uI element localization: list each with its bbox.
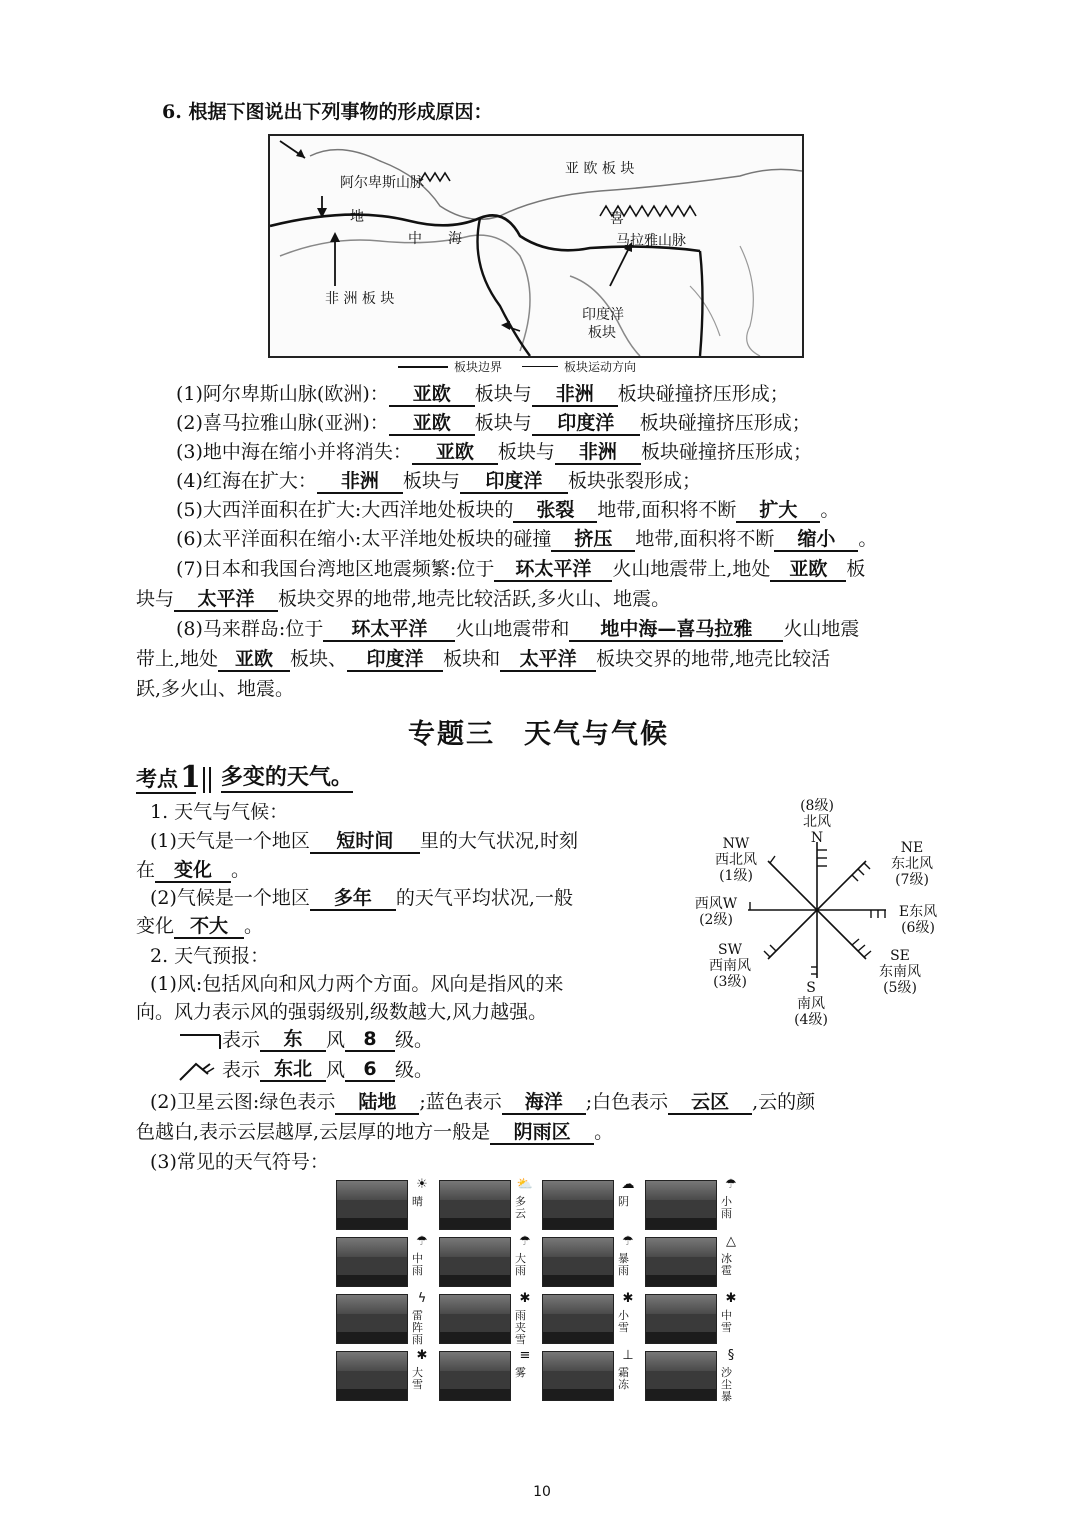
answer: 太平洋 (500, 648, 596, 672)
weather-symbol-name: 大雨 (515, 1252, 526, 1277)
text: 板块与 (402, 470, 460, 492)
weather-photo (439, 1180, 511, 1230)
answer: 8 (345, 1028, 395, 1052)
legend-direction-label: 板块运动方向 (564, 360, 637, 374)
text: 板块与 (497, 441, 555, 463)
weather-symbol-name: 霜冻 (618, 1366, 629, 1391)
text: 西南风 (709, 958, 751, 974)
answer: 印度洋 (347, 648, 443, 672)
text: 在 (136, 859, 156, 881)
legend-boundary-line (398, 366, 448, 368)
text: 里的大气状况,时刻 (419, 830, 578, 852)
s1-heading: 1. 天气与气候： (150, 801, 289, 823)
text: 地带,面积将不断 (597, 499, 737, 521)
text: 的天气平均状况,一般 (395, 887, 573, 909)
weather-symbol-icon: ✱ (622, 1291, 634, 1306)
q6-item-5 (176, 498, 839, 523)
weather-symbol-icon: § (727, 1348, 735, 1363)
text: (6级) (901, 920, 935, 936)
s1-line3 (150, 886, 573, 911)
weather-photo (542, 1237, 614, 1287)
weather-symbol-icon: ⛅ (516, 1177, 534, 1192)
question-title: 6. 根据下图说出下列事物的形成原因： (162, 101, 493, 123)
map-label-hai: 海 (448, 231, 462, 247)
weather-symbol-icon: ✱ (519, 1291, 531, 1306)
q6-item-7-line1 (176, 557, 865, 582)
answer: 扩大 (736, 499, 820, 523)
answer: 亚欧 (389, 383, 475, 407)
answer: 缩小 (774, 528, 858, 552)
weather-symbol-icon: ☀ (416, 1177, 428, 1192)
text: 板块与 (474, 412, 532, 434)
answer: 亚欧 (389, 412, 475, 436)
weather-photo (336, 1180, 408, 1230)
weather-symbol-item (334, 1233, 437, 1290)
text: 板 (846, 558, 866, 580)
text: 变化 (136, 915, 175, 937)
answer: 非洲 (317, 470, 403, 494)
text: SW (718, 942, 742, 958)
text: 。 (594, 1121, 614, 1143)
text: 板块张裂形成； (567, 470, 701, 492)
answer: 非洲 (532, 383, 618, 407)
weather-symbol-icon: ☂ (416, 1234, 428, 1249)
weather-photo (645, 1351, 717, 1401)
weather-symbol-icon: ✱ (416, 1348, 428, 1363)
rose-label-south (786, 980, 836, 1028)
text: (2)喜马拉雅山脉(亚洲)： (176, 412, 389, 434)
rose-label-east (888, 904, 948, 936)
weather-symbol-item (437, 1290, 540, 1347)
weather-symbol-name: 小雨 (721, 1195, 732, 1220)
text: 板块碰撞挤压形成； (640, 441, 812, 463)
map-label-alps: 阿尔卑斯山脉 (340, 175, 424, 191)
text: (8)马来群岛:位于 (176, 618, 324, 640)
text: 板块碰撞挤压形成； (617, 383, 789, 405)
answer: 6 (345, 1058, 395, 1082)
q6-item-2 (176, 411, 811, 436)
text: (2级) (699, 912, 733, 928)
text: ;白色表示 (585, 1091, 669, 1113)
kaodian-underline (136, 792, 196, 794)
weather-photo (439, 1294, 511, 1344)
answer: 东 (260, 1028, 326, 1052)
weather-symbol-icon: ϟ (417, 1291, 427, 1306)
rose-label-southwest (700, 942, 760, 990)
weather-photo (336, 1294, 408, 1344)
text: 板块交界的地带,地壳比较活 (596, 648, 831, 670)
s1-line1 (150, 829, 578, 854)
rose-label-northwest (706, 836, 766, 884)
rose-label-northeast (880, 840, 944, 888)
text: 风 (326, 1029, 346, 1051)
map-label-india: 印度洋 (582, 307, 624, 323)
weather-symbol-name: 大雪 (412, 1366, 423, 1391)
answer: 东北 (260, 1058, 326, 1082)
text: S (806, 980, 816, 996)
answer: 多年 (310, 887, 396, 911)
weather-symbol-name: 雨夹雪 (515, 1309, 526, 1346)
weather-symbol-item (437, 1347, 540, 1404)
q6-item-3 (176, 440, 812, 465)
text: NE (900, 840, 924, 856)
s2-wind-line1: (1)风:包括风向和风力两个方面。风向是指风的来 (150, 973, 564, 995)
weather-symbol-item (334, 1347, 437, 1404)
weather-symbol-name: 多云 (515, 1195, 526, 1220)
text: 。 (244, 915, 264, 937)
answer: 云区 (668, 1091, 752, 1115)
weather-symbol-name: 雷阵雨 (412, 1309, 423, 1346)
text: 色越白,表示云层越厚,云层厚的地方一般是 (136, 1121, 491, 1143)
weather-symbol-name: 晴 (412, 1195, 423, 1208)
text: 地带,面积将不断 (635, 528, 775, 550)
weather-symbols-grid (334, 1176, 746, 1404)
text: (2)卫星云图:绿色表示 (150, 1091, 336, 1113)
answer: 阴雨区 (490, 1121, 594, 1145)
map-label-di: 地 (350, 209, 364, 225)
text: (1)阿尔卑斯山脉(欧洲)： (176, 383, 389, 405)
weather-symbol-item (643, 1290, 746, 1347)
weather-symbol-name: 雾 (515, 1366, 526, 1379)
text: (2)气候是一个地区 (150, 887, 310, 909)
text: 带上,地处 (136, 648, 219, 670)
satellite-line1 (150, 1090, 815, 1115)
answer: 海洋 (502, 1091, 586, 1115)
weather-photo (542, 1294, 614, 1344)
text: (1级) (719, 868, 753, 884)
weather-symbol-icon: ≡ (519, 1348, 531, 1363)
northeast-wind-symbol-icon (178, 1058, 222, 1082)
answer: 亚欧 (218, 648, 290, 672)
text: 南风 (797, 996, 825, 1012)
page-number: 10 (533, 1484, 551, 1500)
weather-photo (439, 1237, 511, 1287)
wind-rose (680, 798, 950, 1030)
answer: 印度洋 (460, 470, 568, 494)
text: (7级) (895, 872, 929, 888)
q6-item-1 (176, 382, 789, 407)
answer: 陆地 (335, 1091, 419, 1115)
text: (5)大西洋面积在扩大:大西洋地处板块的 (176, 499, 514, 521)
q6-item-8-line2 (136, 647, 830, 672)
text: 板块与 (474, 383, 532, 405)
kaodian-title: 多变的天气。 (221, 760, 353, 793)
weather-photo (439, 1351, 511, 1401)
text: (7)日本和我国台湾地区地震频繁:位于 (176, 558, 495, 580)
text: 东北风 (891, 856, 933, 872)
text: ;蓝色表示 (419, 1091, 502, 1113)
text: 板块碰撞挤压形成； (639, 412, 811, 434)
weather-photo (645, 1237, 717, 1287)
text: 北风 (803, 814, 831, 830)
plate-map-drawing (270, 136, 802, 356)
weather-symbol-icon: ☁ (621, 1177, 635, 1192)
weather-photo (645, 1180, 717, 1230)
text: (6)太平洋面积在缩小:太平洋地处板块的碰撞 (176, 528, 552, 550)
q6-item-8-line3: 跃,多火山、地震。 (136, 678, 295, 700)
text: 板块、 (290, 648, 348, 670)
weather-symbol-item (437, 1176, 540, 1233)
weather-symbol-name: 中雨 (412, 1252, 423, 1277)
map-label-africa: 非 洲 板 块 (325, 291, 395, 307)
weather-photo (542, 1351, 614, 1401)
weather-symbol-name: 阴 (618, 1195, 629, 1208)
weather-symbol-icon: ☂ (519, 1234, 531, 1249)
weather-symbol-item (437, 1233, 540, 1290)
text: 风 (326, 1059, 346, 1081)
answer: 不大 (174, 915, 244, 939)
q6-item-8-line1 (176, 617, 859, 642)
answer: 挤压 (551, 528, 635, 552)
rose-label-southeast (868, 948, 932, 996)
text: SE (890, 948, 910, 964)
legend-direction-line (522, 366, 558, 367)
answer: 张裂 (513, 499, 597, 523)
text: 。 (231, 859, 251, 881)
text: 板块交界的地带,地壳比较活跃,多火山、地震。 (278, 588, 671, 610)
rose-label-west (686, 896, 746, 928)
rose-label-north (792, 798, 842, 846)
weather-symbol-name: 冰雹 (721, 1252, 732, 1277)
legend-boundary-label: 板块边界 (454, 360, 503, 374)
text: 表示 (222, 1059, 261, 1081)
weather-symbol-item (643, 1347, 746, 1404)
map-label-eurasia: 亚 欧 板 块 (565, 161, 635, 177)
text: 西风W (694, 896, 738, 912)
plate-map (268, 134, 804, 358)
weather-symbol-item (540, 1290, 643, 1347)
answer: 环太平洋 (494, 558, 612, 582)
text: (3级) (713, 974, 747, 990)
weather-symbol-icon: ✱ (725, 1291, 737, 1306)
weather-symbol-name: 中雪 (721, 1309, 732, 1334)
weather-symbol-item (540, 1233, 643, 1290)
s2-wind-line2: 向。风力表示风的强弱级别,级数越大,风力越强。 (136, 1001, 548, 1023)
weather-symbol-name: 沙尘暴 (721, 1366, 732, 1403)
text: (5级) (883, 980, 917, 996)
weather-symbol-item (540, 1347, 643, 1404)
text: 块与 (136, 588, 175, 610)
text: 板块和 (443, 648, 501, 670)
text: ,云的颜 (752, 1091, 816, 1113)
s2-heading: 2. 天气预报： (150, 945, 270, 967)
kaodian-heading (136, 760, 353, 793)
kaodian-label: 考点 (136, 767, 178, 791)
s1-line2 (136, 858, 250, 883)
wind-example-1 (178, 1028, 433, 1052)
weather-symbol-name: 小雪 (618, 1309, 629, 1334)
section-title: 专题三 天气与气候 (408, 719, 669, 750)
q6-item-6 (176, 527, 877, 552)
answer: 非洲 (555, 441, 641, 465)
s1-line4 (136, 914, 263, 939)
kaodian-divider (203, 767, 211, 793)
text: (1)天气是一个地区 (150, 830, 310, 852)
q6-item-4 (176, 469, 701, 494)
weather-symbol-name: 暴雨 (618, 1252, 629, 1277)
text: (8级) (800, 798, 834, 814)
text: NW (722, 836, 750, 852)
answer: 亚欧 (770, 558, 846, 582)
text: 。 (858, 528, 878, 550)
text: 西北风 (715, 852, 757, 868)
weather-photo (542, 1180, 614, 1230)
kaodian-number: 1 (180, 760, 201, 795)
weather-symbol-item (643, 1233, 746, 1290)
weather-photo (336, 1351, 408, 1401)
answer: 太平洋 (174, 588, 278, 612)
weather-symbol-item (643, 1176, 746, 1233)
answer: 变化 (155, 859, 231, 883)
text: 级。 (395, 1029, 434, 1051)
answer: 短时间 (310, 830, 420, 854)
weather-symbol-item (334, 1290, 437, 1347)
text: 东南风 (879, 964, 921, 980)
wind-example-2 (178, 1058, 433, 1082)
text: 级。 (395, 1059, 434, 1081)
map-legend (398, 358, 636, 375)
weather-symbol-icon: △ (726, 1234, 736, 1249)
weather-symbol-icon: ⊥ (622, 1348, 634, 1363)
q6-item-7-line2 (136, 587, 670, 612)
map-label-himalaya: 马拉雅山脉 (616, 233, 686, 249)
text: 火山地震带上,地处 (612, 558, 771, 580)
symbols-heading: (3)常见的天气符号： (150, 1151, 329, 1173)
text: 火山地震带和 (455, 618, 570, 640)
text: (3)地中海在缩小并将消失： (176, 441, 412, 463)
weather-symbol-icon: ☂ (725, 1177, 737, 1192)
weather-symbol-item (334, 1176, 437, 1233)
text: (4级) (794, 1012, 828, 1028)
weather-photo (645, 1294, 717, 1344)
text: 。 (820, 499, 840, 521)
weather-symbol-item (540, 1176, 643, 1233)
text: E东风 (898, 904, 938, 920)
map-label-xi: 喜 (610, 211, 624, 227)
text: (4)红海在扩大： (176, 470, 317, 492)
weather-photo (336, 1237, 408, 1287)
east-wind-symbol-icon (178, 1029, 222, 1051)
answer: 地中海—喜马拉雅 (569, 618, 783, 642)
map-label-zhong: 中 (408, 231, 422, 247)
satellite-line2 (136, 1120, 613, 1145)
text: 火山地震 (783, 618, 860, 640)
answer: 印度洋 (532, 412, 640, 436)
map-label-india-plate: 板块 (588, 325, 616, 341)
weather-symbol-icon: ☂ (622, 1234, 634, 1249)
answer: 环太平洋 (323, 618, 455, 642)
answer: 亚欧 (412, 441, 498, 465)
text: N (810, 830, 824, 846)
text: 表示 (222, 1029, 261, 1051)
